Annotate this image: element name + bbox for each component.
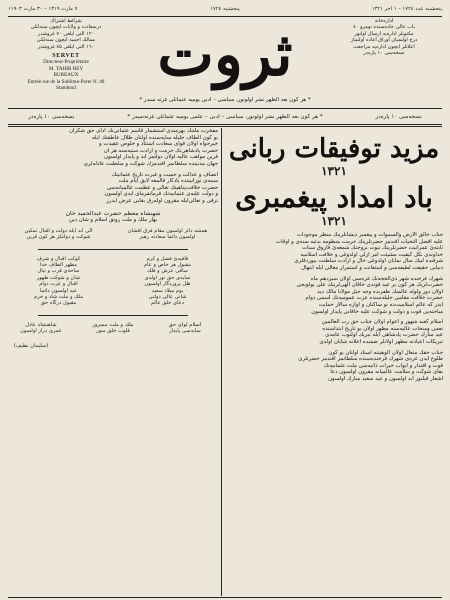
office-line: اعلانلر ايچون اداره‌يه مراجعت	[353, 43, 415, 50]
poem-line: مظهر الطاف خدا	[39, 261, 78, 268]
info-bar-motto: * هر كون بعد الظهر نشر اولونور، سياسی – ادبی – علمی يوميه عثمانلی غزته‌سيدر *	[127, 114, 323, 120]
subscription-line: ۱٦۰ التی آیلغی ۸۵ غروشدر	[37, 43, 95, 50]
headline-1-year: ۱۳۲۱	[321, 164, 347, 178]
verse-line: شوكت و دولتكز هر كون قرين	[26, 234, 91, 241]
article-line: بقای شوكت و سلامت عالميانه مقرون اولسون دعا	[330, 369, 443, 376]
latin-line: BUREAUX	[53, 72, 79, 79]
poem-line: قافيه‌ئ فضل و كرم	[146, 255, 189, 262]
article-line: عليه افضل التحيات افندمز حضرتلرينك حرمت منظومه بدئيه سنه‌ی و اوقات	[276, 238, 443, 245]
article-line: جهان مدنيتده سلطانمز افندمزك شوكت و سلطنت عادله‌لری	[83, 160, 218, 167]
gregorian-date: ۱٧ مارت ۱۳۱۹ – ۳۰ مارت ۱۹۰۳	[8, 6, 78, 12]
poem-signature: (سليمان نظيف)	[14, 342, 49, 349]
headline-2-year: ۱۳۲۱	[321, 214, 347, 228]
headline-1: مزيد توفيقات ربانی	[228, 134, 440, 164]
article-line: اشعار قيلنور ابد اولسون و عيد سعيد مبارك اولسون	[327, 375, 443, 382]
poem-line: اقبال و عزت دوام	[39, 281, 78, 288]
article-line: قوت و اقتدار و ابواب خيرات ذاتيه‌سی ملت عثمانيه‌نك	[323, 362, 443, 369]
poem-line: دعای خلق عالم	[150, 300, 185, 307]
article-line: حضرت خلافت مقامی جليله‌سنده عزت عموميه‌نك اسمی دوام	[305, 295, 443, 302]
issue-number: پنجشنبه ۱۷۲٤	[210, 6, 240, 12]
article-line: جناب خالق الارض والسموات و پيغمبر ذيشانلرينك منظر موجودات	[296, 232, 443, 238]
info-bar-rule-2	[8, 126, 442, 127]
verse-line: اولسون دائما سعادته رهبر	[139, 234, 196, 241]
poem-line: شان و شوكت ظهور	[36, 274, 81, 281]
latin-line: M. TAHIR BEY	[48, 65, 84, 72]
newspaper-title: ثروت	[157, 20, 293, 90]
info-bar-rule	[8, 124, 442, 125]
poem-line: مقبول درگاه حق	[40, 300, 77, 307]
bottom-verse-line: ملك و ملت مسرور	[92, 321, 134, 328]
article-line: عيد مبارك حضرت پادشاهی ايله تبريك اولنوب عامه‌ی	[325, 332, 443, 339]
verse-line: شهنشاه معظم حضرت عبدالحميد خان	[65, 210, 161, 217]
bottom-verse-line: اسلام لوای حق	[168, 321, 202, 328]
section-rule	[38, 249, 188, 250]
article-line: مباحته‌يی قوت و دولت و شوكت عليه خاقانی پايدار اولسون	[311, 308, 443, 315]
subscription-line: شرائط اشتراك	[50, 18, 82, 24]
article-line: حضرت‌لريك هر كون بر عيد قوتدی خاقان الهی‌لرينك علی بولونجی	[296, 282, 443, 289]
headline-2: باد امداد پيغمبری	[235, 182, 433, 214]
article-line: خداوندی نكل كيفيت مشيئت امر ازلی اولدوغی و خلافت اسلاميه	[300, 251, 443, 258]
article-line: انصاف و عدالت و حميت و غيرت تاريخ عثمانينك	[111, 171, 218, 178]
article-line: سينه‌ی نورانيتنده يادكار قالمغه لايق ايام ملت	[118, 178, 218, 185]
latin-line: Entrée rue de la Sublime-Porte N. 40	[27, 78, 105, 85]
masthead-rule	[8, 108, 442, 109]
article-line: طلوع ايدن غره‌ی شهرك فرخنده‌سنده سلطانمز افندمز حضرتلری	[298, 356, 443, 363]
left-column	[8, 128, 218, 598]
bottom-rule	[8, 597, 442, 598]
article-line: قرين مواهب عاليه اولان دولتمز ابد و پايدار اولسون	[104, 154, 218, 161]
poem-line: عيد اولسون دائما	[39, 287, 78, 294]
masthead-subscription-block	[10, 18, 122, 108]
poem-line: ساقی عرش و فلك	[146, 268, 189, 275]
info-bar	[8, 111, 442, 123]
office-line: نسخه‌سی ۱۰ پاره‌در	[363, 50, 405, 57]
price-right: نسخه‌سی ۱۰ پاره‌در	[375, 114, 422, 120]
article-line: ايدر كه عالم اسلاميت‌ده بو ساكنان و آوازه‌ سالار حمايت	[318, 301, 443, 308]
column-divider	[221, 128, 222, 596]
article-line: جناب حقك متعال اولان الوهيتنه اسناد اولنان بو كون	[328, 349, 443, 356]
subscription-line: ۱۲۰ التی آیلغی ۷۰ غروشدر	[37, 30, 95, 37]
verse-line: الی ابد ايله دولت و اقبال تمكين	[24, 227, 93, 234]
poem-line: مقبول هر خاص و عام	[143, 261, 192, 268]
poem-line: يوم ميلاد سعيد	[151, 287, 184, 294]
article-line: ثابته‌ئ عمرانيت حضرتلرينك نبوت بروجنك شمعه‌ئ فاروق سنات	[302, 245, 443, 252]
article-line: شرفنده لبيك سال نمايان اولدوغی حال و ارادت سلطنت بيوردقلری	[294, 258, 443, 265]
article-line: حضرت خلافت‌پناهينك تعالی و عظمت عالميانه‌سی	[106, 184, 218, 191]
article-line: اولان دور ولوله عالمنك ظفرنده وجه‌ حيل مولانا مالك ديد	[317, 288, 443, 295]
subscription-line: ممالك اجنبيه ايچون سنه‌لكی	[36, 37, 96, 44]
article-line: نعمی ومنحات عاليه‌سنه مظهر اولان بو تاريخ ابتداسنده	[322, 325, 443, 332]
right-column	[225, 128, 443, 598]
article-line: و دولت عليه‌ی عثمانيه‌نك فرمانفرمای ابدی اولسون	[104, 191, 218, 198]
office-line: درج اولنميان اوراق اعاده اولنماز	[350, 37, 418, 44]
poem-line: ملك و ملت شاد و خرم	[33, 293, 84, 300]
latin-line: Stamboul	[56, 85, 76, 92]
poem-line: ظل پروردگار اولسون	[144, 281, 191, 288]
poem-line: سايه‌ی حق نور اولدی	[144, 274, 191, 281]
bottom-verse-line: شاهنشاه عادل	[25, 321, 57, 328]
article-line: خيرخواه اولان قوای سعادت استناد و خلوص عقيدت و	[99, 141, 218, 148]
bottom-verses	[8, 322, 218, 335]
hijri-date: پنجشنبه عدد ۱۷۲٤ – ۱ آخر ۱۳۲۱	[371, 6, 443, 12]
latin-block	[10, 53, 122, 91]
latin-title: SERVET	[52, 53, 80, 60]
price-left: نسخه‌سی ۱۰ پاره‌در	[28, 114, 75, 120]
office-line: مكتوبلر اداره‌يه ارسال اولنور	[354, 30, 414, 37]
masthead-title-box	[128, 14, 322, 96]
masthead-motto: * هر كون بعد الظهر نشر اولونور، سياسی – ادبی يوميه عثمانلی غزته سيدر *	[139, 97, 311, 103]
article-line: ترقی و تعالی‌ايله مقرون اوله‌رق بقايی عرض ايدرز	[106, 197, 218, 204]
bottom-verse-line: قلوب خلق منور	[96, 328, 130, 335]
article-line: بو كون الطاف جليله سايه‌سنده اولنان ظلال عاطفتك ايله	[92, 134, 218, 141]
verse-line: همشه دائر اولسون مقام فرق افشان	[127, 227, 208, 234]
verse-intro	[8, 211, 218, 224]
article-line: تبريكات اعيادنه مظهر اولانلر ضمنده اعلانه شايان اولدی	[319, 338, 443, 345]
latin-line: Directeur-Propriétaire	[43, 59, 89, 66]
section-rule-2	[38, 315, 188, 316]
bottom-verse-line: سايه‌سی پايدار	[169, 328, 201, 335]
verse-pairs	[8, 228, 218, 241]
article-line: شهرك فرخنده شهر ذی‌الحجه‌نك غره‌سی اولان سيزدهم ماه	[310, 275, 443, 282]
article-line: مفخرت ملتنك بهرمندی استشمار قاسم عثمانی‌نك ادای حق شكران	[69, 128, 218, 134]
article-line: حضرت پادشاهی‌نك حرمت و ارادت سنيه‌سنه هر آن	[103, 147, 218, 154]
subscription-line: درسعادت و ولايات ايچون سنه‌لكی	[30, 24, 102, 31]
masthead-office-block	[328, 18, 440, 108]
office-line: اداره‌خانه	[374, 18, 394, 24]
article-line: اسلام كعبه شهور و اعوام اولان جناب حق رب العالمين	[321, 319, 443, 326]
right-article-body	[225, 232, 443, 382]
poem-line: كوكب اقبال و شرف	[36, 255, 81, 262]
poem-line: شانی عالی دولتی	[148, 293, 187, 300]
article-line: دنيايی حقيقت لطيفه‌سی و استعانت و استمرار معالی ايله ابتهال	[301, 264, 443, 271]
office-line: باب عالی جاده‌سنده نومرو ٤۰	[353, 24, 415, 31]
poem	[8, 256, 218, 307]
bottom-verse-line: عمری دراز اولسون	[20, 328, 62, 335]
verse-line: بهار ملك و ملت رونق اسلام و شان دين	[68, 217, 158, 224]
poem-line: ساحة‌ی قرب و نيال	[37, 268, 80, 275]
